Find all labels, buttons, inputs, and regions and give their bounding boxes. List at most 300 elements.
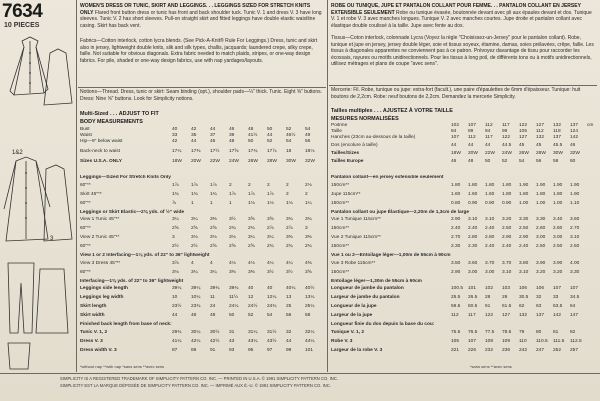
cell-value: 63.5 (553, 304, 563, 309)
unit-label: cm (587, 123, 594, 128)
cell-value: 1.80 (536, 191, 546, 197)
cell-value: 137 (553, 135, 562, 140)
cell-value: 40½ (305, 286, 315, 291)
cell-value: 0.90 (502, 200, 512, 206)
cell-value: 122 (519, 123, 528, 128)
cell-value: 4 (191, 260, 194, 266)
cell-value: 3.90 (553, 260, 563, 266)
cell-value: 48 (248, 127, 254, 132)
row-label: View 2 Tunic 45"** (80, 235, 120, 240)
cell-value: 1.90 (570, 182, 580, 188)
cell-value: 3.20 (553, 269, 563, 275)
cell-value: 3¼ (248, 235, 255, 240)
cell-value: 2.80 (468, 235, 478, 240)
cell-value: 101 (305, 347, 314, 353)
row-label: Longueur finie du dos depuis la base du cou: (331, 322, 435, 327)
cell-value: 1.00 (553, 200, 563, 206)
row-label: 60"** (80, 182, 91, 188)
cell-value: 2.50 (553, 244, 563, 249)
cell-value: 137 (536, 313, 545, 318)
row-label: Vue 1 ou 2—Entoilage léger—1,00m de 55cm à 90cm (331, 253, 451, 258)
cell-value: 2⅛ (305, 182, 312, 188)
cell-value: 102 (485, 286, 494, 291)
cell-value: 22W (210, 159, 220, 164)
row-label: Pantalon collant—en jersey extensible seulement (331, 175, 444, 180)
row-label: Leggings—Sized For Stretch Knits Only (80, 175, 171, 180)
row-label: Taille (331, 129, 342, 134)
cell-value: 3.30 (570, 269, 580, 275)
cell-value: 18 (286, 149, 292, 154)
row-label: 60"** (80, 269, 91, 275)
cell-value: 89 (191, 347, 197, 353)
piece-count: 10 PIECES (4, 22, 40, 29)
cell-value: 48 (468, 159, 474, 164)
cell-value: 107 (570, 286, 579, 291)
cell-value: 24 (210, 304, 216, 309)
row-label: Back-neck to waist (80, 149, 120, 154)
cell-value: 61 (485, 304, 491, 309)
row-label: 150cm** (331, 269, 350, 275)
cell-value: 77.5 (485, 329, 495, 335)
cell-value: 58 (305, 313, 311, 318)
cell-value: 2.40 (519, 244, 529, 249)
cell-value: 142 (553, 313, 562, 318)
cell-value: 106 (519, 286, 528, 291)
cell-value: 1⅞ (172, 182, 179, 188)
cell-value: 3⅛ (191, 235, 198, 240)
cell-value: 101 (468, 286, 477, 291)
cell-value: 40 (267, 286, 273, 291)
cell-value: 3.30 (519, 217, 529, 222)
cell-value: 3⅝ (267, 217, 274, 222)
cell-value: 3⅛ (172, 269, 179, 275)
cell-value: 3.10 (485, 217, 495, 222)
cell-value: 58 (553, 159, 559, 164)
cell-value: 56 (305, 139, 311, 144)
row-label: Tunique V. 1, 2 (331, 329, 365, 335)
en-description: Flared front button dress or tunic has front and back shoulder tuck. Tunic V. 1 and dress V. 3 have long sleeves. Tunic V. 2 has short sleeves. Pull-on straight skirt and fitted leggings have double elastic waistline casing. Skirt has back vent. (80, 9, 322, 29)
cell-value: 100.5 (451, 286, 464, 291)
cell-value: 1⅞ (248, 191, 255, 197)
cell-value: 3¾ (305, 217, 312, 222)
en-body-measurements-heading: BODY MEASUREMENTS (80, 119, 143, 125)
cell-value: 3¼ (172, 217, 179, 222)
cell-value: 30¼ (191, 329, 201, 335)
row-label: Entoilage léger—1,30m de 55cm à 90cm (331, 278, 422, 284)
cell-value: 2¾ (286, 244, 293, 249)
cell-value: 54 (519, 159, 525, 164)
cell-value: 3.00 (536, 235, 546, 240)
cell-value: 110 (519, 338, 527, 344)
row-label: Dress width V. 3 (80, 347, 117, 353)
cell-value: 3.10 (570, 235, 580, 240)
cell-value: 18⅛ (305, 149, 315, 154)
cell-value: 32 (286, 329, 292, 335)
cell-value: 46 (451, 159, 457, 164)
cell-value: 62 (519, 304, 525, 309)
cell-value: 142 (570, 135, 579, 140)
cell-value: 1.60 (468, 191, 478, 197)
cell-value: 236 (502, 347, 511, 353)
row-label: View 1 Tunic 45"** (80, 217, 120, 222)
cell-value: 3.20 (536, 269, 546, 275)
cell-value: 1.80 (468, 182, 478, 188)
cell-value: 49 (305, 133, 311, 138)
cell-value: 3.40 (553, 217, 563, 222)
cell-value: 59.5 (451, 304, 461, 309)
en-yardage-table (80, 175, 324, 365)
row-label: Tunic V. 1, 2 (80, 329, 108, 335)
garment-sketches (0, 33, 76, 373)
cell-value: 31½ (267, 329, 277, 335)
cell-value: 94 (485, 129, 491, 134)
cell-value: 2.90 (502, 235, 512, 240)
cell-value: 2.40 (468, 226, 478, 231)
cell-value: 4 (210, 260, 213, 266)
cell-value: 40 (248, 286, 254, 291)
cell-value: 1⅛ (267, 200, 274, 206)
cell-value: 1⅞ (191, 182, 198, 188)
cell-value: 2.30 (468, 244, 478, 249)
cell-value: 226 (468, 347, 477, 353)
cell-value: 13¼ (305, 295, 315, 300)
cell-value: 2½ (172, 244, 179, 249)
cell-value: 3.00 (553, 235, 563, 240)
cell-value: 2 (305, 191, 308, 197)
row-label: Bust (80, 127, 90, 132)
row-label: Tailles/Sizes (331, 151, 360, 156)
row-label: 60"** (80, 200, 91, 206)
cell-value: 2 (286, 182, 289, 188)
row-label: Largeur de la jupe (331, 313, 373, 318)
cell-value: 242 (519, 347, 528, 353)
cell-value: 2 (286, 191, 289, 197)
cell-value: 252 (553, 347, 562, 353)
cell-value: 1 (210, 200, 213, 206)
cell-value: 1.80 (485, 182, 495, 188)
cell-value: 39¼ (191, 286, 201, 291)
en-notions: Notions—Thread. Dress, tunic or skirt: Seam binding (opt.), shoulder pads—¼" thick. Tunic. Eight ⅝" buttons. Dress: Nine ⅝" buttons. Look for Simplicity notions. (80, 89, 322, 102)
cell-value: 122 (502, 135, 511, 140)
cell-value: 31 (229, 329, 235, 335)
rule-2 (329, 85, 597, 86)
cell-value: 1⅞ (229, 191, 236, 197)
cell-value: 2.50 (570, 244, 580, 249)
cell-value: 2¾ (267, 244, 274, 249)
cell-value: 30½ (210, 329, 220, 335)
cell-value: 3⅜ (248, 269, 255, 275)
cell-value: 1 (191, 200, 194, 206)
cell-value: 42¼ (191, 338, 201, 344)
cell-value: 87 (172, 347, 178, 353)
cell-value: 1.90 (519, 182, 529, 188)
row-label: Finished back length from base of neck: (80, 322, 172, 327)
cell-value: 97 (267, 347, 273, 353)
row-label: Hanches (23cm au-dessous de la taille) (331, 135, 416, 140)
cell-value: 3.50 (570, 217, 580, 222)
cell-value: 43 (229, 338, 235, 344)
cell-value: 3.10 (502, 269, 512, 275)
row-label: Leggings or Skirt Elastic—2⅜ yds. of ½" wide (80, 209, 185, 215)
cell-value: 2⅝ (210, 244, 217, 249)
cell-value: 17⅞ (267, 149, 277, 154)
row-label: 150cm** (331, 226, 350, 231)
cell-value: 46 (570, 143, 576, 148)
cell-value: 25 (286, 304, 292, 309)
cell-value: 26W (248, 159, 258, 164)
row-label: 60"** (80, 226, 91, 231)
cell-value: 132 (519, 313, 528, 318)
cell-value: 1⅞ (267, 191, 274, 197)
cell-value: 107 (553, 286, 562, 291)
cell-value: 30.5 (519, 295, 529, 300)
row-label: Dos (encolure à taille) (331, 143, 378, 148)
cell-value: 30W (553, 151, 563, 156)
cell-value: 2⅝ (210, 226, 217, 231)
cell-value: 1.80 (553, 191, 563, 197)
cell-value: 29¾ (172, 329, 182, 335)
cell-value: 40¼ (286, 286, 296, 291)
fr-description-block (331, 3, 597, 33)
row-label: 60"** (80, 244, 91, 249)
cell-value: 2.80 (485, 235, 495, 240)
cell-value: 3¼ (210, 269, 217, 275)
cell-value: 107 (468, 123, 477, 128)
cell-value: 110.5 (536, 338, 548, 344)
cell-value: 1.10 (570, 200, 580, 206)
cell-value: 0.90 (485, 200, 495, 206)
cell-value: 12 (248, 295, 254, 300)
cell-value: 43¼ (248, 338, 258, 344)
cell-value: 1.60 (485, 191, 495, 197)
cell-value: 132 (553, 123, 562, 128)
cell-value: 112 (536, 129, 544, 134)
cell-value: 42½ (210, 338, 220, 344)
cell-value: 84 (451, 129, 457, 134)
cell-value: 37 (210, 133, 216, 138)
cell-value: 4¼ (286, 260, 293, 266)
cell-value: 1¾ (172, 191, 179, 197)
cell-value: 11½ (229, 295, 238, 300)
cell-value: 1 (229, 200, 232, 206)
cell-value: 147 (570, 313, 579, 318)
cell-value: 3 (172, 235, 175, 240)
cell-value: 2 (267, 182, 270, 188)
row-label: Vue 1 Tunique 115cm** (331, 217, 381, 222)
cell-value: 2.90 (451, 217, 461, 222)
cell-value: 105 (519, 129, 528, 134)
row-label: Robe V. 3 (331, 338, 353, 344)
cell-value: 3.80 (519, 260, 529, 266)
row-label: Interfacing—1⅜ yds. of 22" to 36" lightweight (80, 278, 184, 284)
en-footnote: *without nap **with nap *sans sens **avec sens (80, 364, 165, 369)
cell-value: 102 (451, 123, 460, 128)
cell-value: 127 (536, 123, 545, 128)
cell-value: 2.40 (502, 244, 512, 249)
cell-value: 44 (172, 313, 178, 318)
cell-value: 23½ (172, 304, 182, 309)
en-measurement-table (80, 127, 324, 173)
en-fabrics: Fabrics—Cotton interlock, cotton lycra blends. (See Pick-A-Knit® Rule For Leggings.) Dress, tunic and skirt also in jersey, lightweight double knits, silk and silk types, challis, jacquards; laundered crepe, silky crepe, faille. Not suitable for obvious diagonals. Extra fabric needed to match plaids, stripes, or one-way design fabrics. For pile, shaded or one-way design fabrics, use with nap yardages/layouts. (80, 38, 318, 64)
cell-value: 54 (305, 127, 311, 132)
cell-value: 28W (267, 159, 277, 164)
cell-value: 3 (305, 226, 308, 231)
fr-multi-sized: Tailles multiples . . . AJUSTEZ À VOTRE TAILLE (331, 108, 453, 114)
cell-value: 0.90 (468, 200, 478, 206)
cell-value: 80 (536, 329, 542, 335)
cell-value: 1.90 (536, 182, 546, 188)
cell-value: 2⅝ (248, 244, 255, 249)
cell-value: 46 (191, 313, 197, 318)
cell-value: 39¾ (229, 286, 239, 291)
row-label: Pantalon collant ou jupe Élastique—2,20m de 1,3cm de large (331, 209, 470, 215)
cell-value: 33 (172, 133, 178, 138)
cell-value: 52 (502, 159, 508, 164)
cell-value: 1.90 (570, 191, 580, 197)
cell-value: 22W (485, 151, 495, 156)
cell-value: 40 (172, 127, 178, 132)
cell-value: 60 (570, 159, 576, 164)
cell-value: 3.00 (468, 269, 478, 275)
fr-measurement-table (331, 123, 597, 173)
cell-value: 1.80 (519, 191, 529, 197)
cell-value: 79 (519, 329, 525, 335)
cell-value: 1.80 (502, 191, 512, 197)
cell-value: 23¾ (191, 304, 201, 309)
cell-value: 99 (502, 129, 508, 134)
cell-value: 118 (553, 129, 561, 134)
cell-value: 54 (267, 313, 273, 318)
cell-value: 1.80 (502, 182, 512, 188)
cell-value: 3.70 (502, 260, 512, 266)
cell-value: 44 (468, 143, 474, 148)
cell-value: 48 (210, 313, 216, 318)
cell-value: 76.5 (468, 329, 478, 335)
cell-value: 89 (468, 129, 474, 134)
row-label: Vue 3 Robe 115cm** (331, 260, 376, 266)
cell-value: 25¼ (305, 304, 315, 309)
cell-value: 112.5 (570, 338, 582, 344)
cell-value: 45 (519, 143, 525, 148)
cell-value: 26W (519, 151, 529, 156)
cell-value: 61.5 (502, 304, 512, 309)
cell-value: 1⅛ (248, 200, 255, 206)
divider-left (76, 0, 77, 372)
cell-value: 2.50 (536, 244, 546, 249)
cell-value: 34.5 (570, 295, 580, 300)
cell-value: 46½ (286, 133, 296, 138)
en-title: WOMEN'S DRESS OR TUNIC, SKIRT AND LEGGINGS. . . LEGGINGS SIZED FOR STRETCH KNITS ONLY (80, 3, 311, 16)
en-multi-sized: Multi-Sized . . . ADJUST TO FIT (80, 111, 159, 117)
row-label: Dress V. 3 (80, 338, 103, 344)
row-label: Skirt 45"** (80, 191, 102, 197)
cell-value: 107 (451, 135, 460, 140)
cell-value: 54 (286, 139, 292, 144)
cell-value: 48 (229, 139, 235, 144)
cell-value: 50 (229, 313, 235, 318)
cell-value: 39 (229, 133, 235, 138)
cell-value: 17¾ (248, 149, 258, 154)
cell-value: 2¾ (248, 226, 255, 231)
cell-value: 43½ (267, 338, 277, 344)
cell-value: 4⅛ (248, 260, 255, 266)
cell-value: 2.60 (536, 226, 546, 231)
cell-value: 78.5 (502, 329, 512, 335)
cell-value: 25.5 (451, 295, 461, 300)
cell-value: 2⅝ (172, 226, 179, 231)
cell-value: 44 (191, 139, 197, 144)
cell-value: 3⅜ (286, 235, 293, 240)
cell-value: 2.60 (553, 226, 563, 231)
cell-value: 124 (570, 129, 579, 134)
cell-value: 3½ (267, 269, 274, 275)
cell-value: 93 (229, 347, 235, 353)
cell-value: 26.5 (468, 295, 478, 300)
cell-value: 112 (485, 123, 493, 128)
cell-value: 111.5 (553, 338, 565, 344)
fr-yardage-table (331, 175, 597, 365)
cell-value: 2.50 (519, 226, 529, 231)
cell-value: 52 (267, 139, 273, 144)
cell-value: 221 (451, 347, 460, 353)
cell-value: 3⅛ (229, 235, 236, 240)
cell-value: 99 (286, 347, 292, 353)
cell-value: 1.00 (536, 200, 546, 206)
cell-value: 82 (570, 329, 576, 335)
cell-value: 1.60 (451, 191, 461, 197)
cell-value: 1¾ (191, 191, 198, 197)
row-label: Waist (80, 133, 92, 138)
cell-value: 44 (286, 338, 292, 344)
cell-value: 4.00 (570, 260, 580, 266)
row-label: Longueur de la jupe (331, 304, 377, 309)
cell-value: 24W (229, 159, 239, 164)
figure-label-1-2: 1&2 (12, 150, 23, 156)
row-label: Largeur de la robe V. 3 (331, 347, 383, 353)
cell-value: 105 (451, 338, 460, 344)
cell-value: 39¼ (172, 286, 182, 291)
cell-value: 117 (502, 123, 510, 128)
cell-value: 3⅝ (305, 269, 312, 275)
cell-value: 2.50 (502, 226, 512, 231)
cell-value: 46 (229, 127, 235, 132)
cell-value: 3.20 (502, 217, 512, 222)
cell-value: 2.70 (451, 235, 461, 240)
cell-value: 1.90 (553, 182, 563, 188)
cell-value: 28W (536, 151, 546, 156)
cell-value: 3⅜ (229, 269, 236, 275)
row-label: Poitrine (331, 123, 348, 128)
cell-value: 247 (536, 347, 545, 353)
cell-value: ⅞ (172, 200, 177, 206)
cell-value: 31¼ (248, 329, 258, 335)
cell-value: 1⅞ (210, 182, 217, 188)
cell-value: 81 (553, 329, 559, 335)
cell-value: 257 (570, 347, 579, 353)
cell-value: 106 (536, 286, 545, 291)
row-label: Skirt length (80, 304, 107, 309)
cell-value: 137 (570, 123, 579, 128)
cell-value: 10¼ (191, 295, 201, 300)
row-label: Longueur de jambe du pantalon (331, 286, 404, 291)
cell-value: 64 (570, 304, 576, 309)
cell-value: 232 (485, 347, 494, 353)
cell-value: 41¼ (172, 338, 182, 344)
cell-value: 3½ (229, 217, 236, 222)
cell-value: 29 (502, 295, 508, 300)
row-label: Leggings side length (80, 286, 128, 291)
cell-value: 35 (191, 133, 197, 138)
